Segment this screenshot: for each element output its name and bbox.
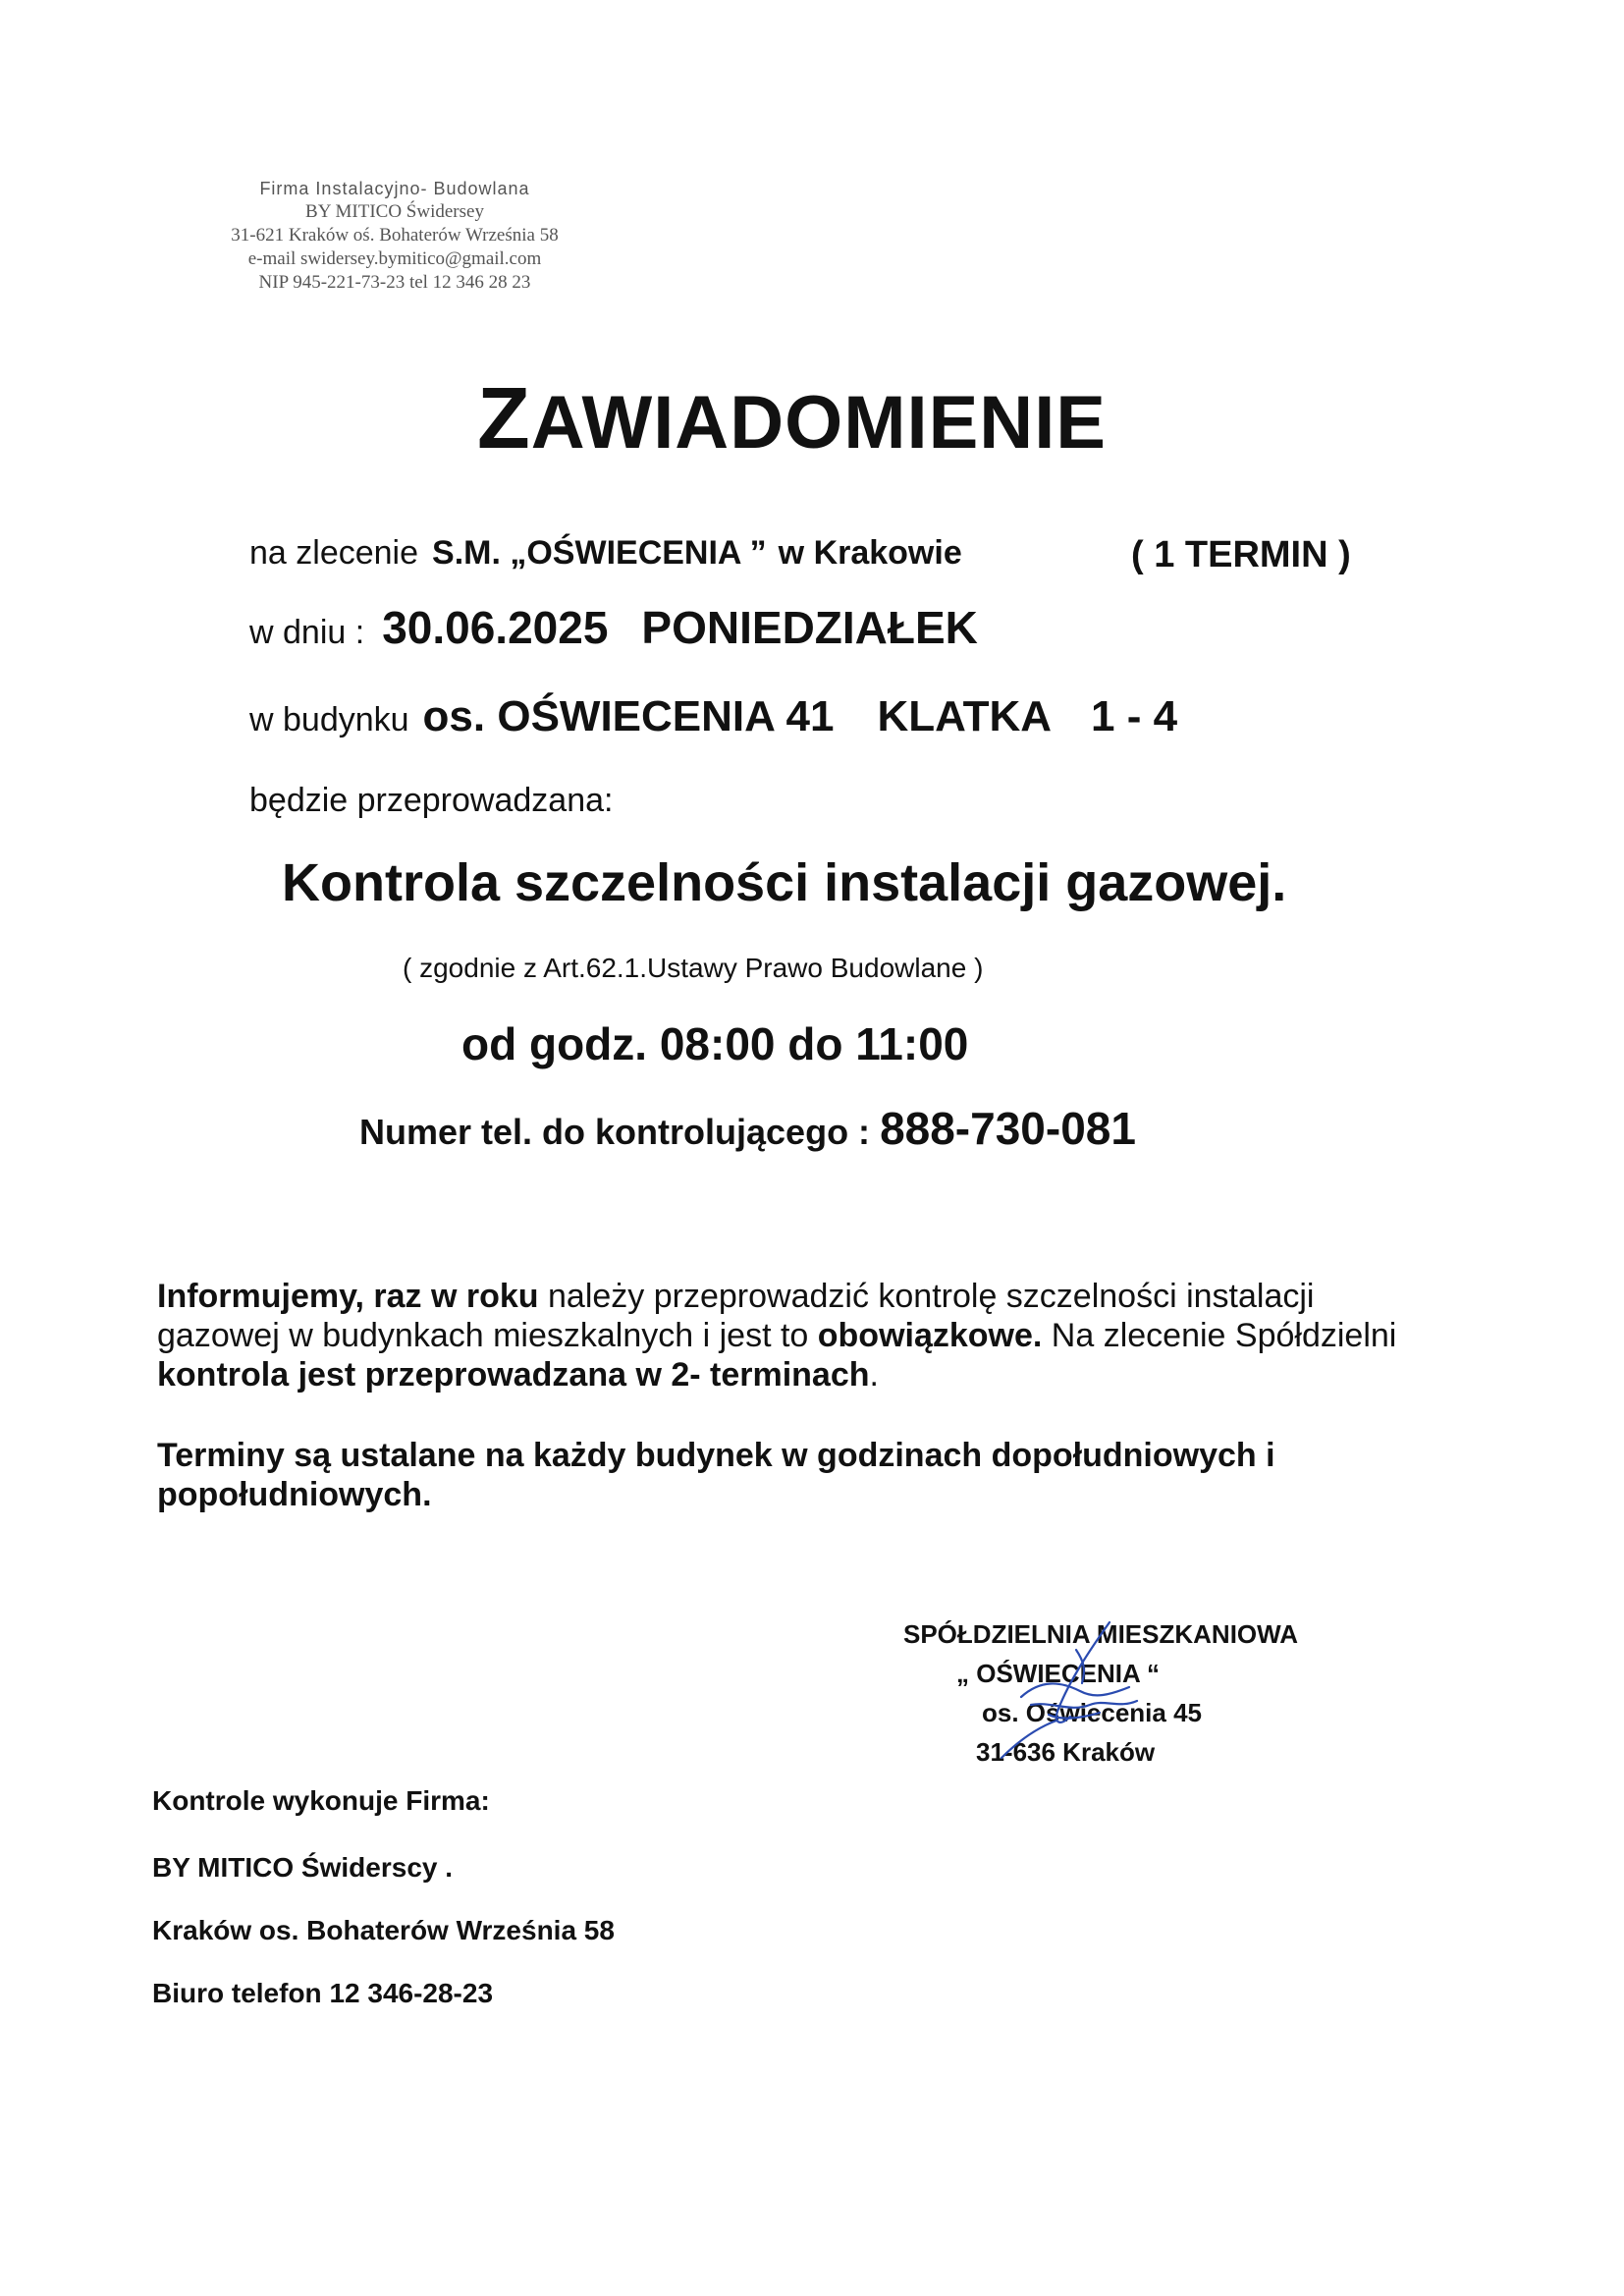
stamp-line-2: BY MITICO Świdersey bbox=[305, 201, 484, 222]
building-label: w budynku bbox=[249, 701, 409, 738]
building-address: os. OŚWIECENIA 41 bbox=[422, 692, 835, 740]
executor-line-1: Kontrole wykonuje Firma: bbox=[152, 1785, 490, 1816]
stamp-line-3: 31-621 Kraków oś. Bohaterów Września 58 bbox=[231, 225, 559, 246]
info-s4: Na zlecenie Spółdzielni bbox=[1042, 1317, 1397, 1354]
info-s6: . bbox=[869, 1356, 879, 1394]
executor-line-4: Biuro telefon 12 346-28-23 bbox=[152, 1978, 494, 2008]
handwritten-signature bbox=[962, 1611, 1218, 1768]
executor-line-2: BY MITICO Świderscy . bbox=[152, 1852, 454, 1883]
company-stamp bbox=[169, 177, 621, 295]
order-label: na zlecenie bbox=[249, 534, 419, 572]
stamp-line-5: NIP 945-221-73-23 tel 12 346 28 23 bbox=[258, 272, 531, 293]
phone-label: Numer tel. do kontrolującego : bbox=[359, 1112, 871, 1152]
phone-number: 888-730-081 bbox=[880, 1103, 1136, 1154]
intro-text: będzie przeprowadzana: bbox=[249, 782, 614, 819]
date-label: w dniu : bbox=[249, 614, 365, 651]
stamp-line-1: Firma Instalacyjno- Budowlana bbox=[259, 179, 530, 198]
info-s5: kontrola jest przeprowadzana w 2- terminach bbox=[157, 1356, 870, 1394]
date-row bbox=[249, 602, 978, 653]
info-s3: obowiązkowe. bbox=[817, 1317, 1043, 1354]
info-s1: Informujemy, raz w roku bbox=[157, 1278, 539, 1315]
info-s2: należy przeprowadzić kontrolę szczelności instalacji gazowej w budynkach mieszkalnych i jest to bbox=[157, 1278, 1315, 1354]
order-row bbox=[249, 534, 1351, 575]
coop-line-4: 31-636 Kraków bbox=[976, 1737, 1156, 1767]
coop-line-1: SPÓŁDZIELNIA MIESZKANIOWA bbox=[903, 1619, 1299, 1649]
stair-value: 1 - 4 bbox=[1091, 692, 1178, 740]
stamp-line-4: e-mail swidersey.bymitico@gmail.com bbox=[247, 248, 542, 269]
inspector-phone-row bbox=[359, 1102, 1136, 1155]
document-title bbox=[477, 369, 1107, 466]
title-rest: AWIADOMIENIE bbox=[530, 381, 1107, 465]
building-row bbox=[249, 692, 1178, 740]
date-value: 30.06.2025 bbox=[382, 602, 609, 653]
info-paragraph bbox=[157, 1277, 1434, 1394]
inspection-hours: od godz. 08:00 do 11:00 bbox=[461, 1018, 969, 1069]
schedule-note: Terminy są ustalane na każdy budynek w godzinach dopołudniowych i popołudniowych. bbox=[157, 1437, 1275, 1513]
title-first-letter: Z bbox=[477, 369, 531, 466]
coop-line-2: „ OŚWIECENIA “ bbox=[956, 1659, 1161, 1688]
coop-line-3: os. Oświecenia 45 bbox=[982, 1698, 1203, 1727]
legal-basis: ( zgodnie z Art.62.1.Ustawy Prawo Budowlane ) bbox=[403, 953, 984, 983]
stair-label: KLATKA bbox=[877, 692, 1053, 740]
order-organization: S.M. „OŚWIECENIA ” bbox=[432, 534, 767, 572]
inspection-subject: Kontrola szczelności instalacji gazowej. bbox=[282, 853, 1287, 912]
executor-line-3: Kraków os. Bohaterów Września 58 bbox=[152, 1915, 615, 1945]
order-city: w Krakowie bbox=[778, 534, 962, 572]
day-of-week: PONIEDZIAŁEK bbox=[641, 602, 978, 653]
term-label: ( 1 TERMIN ) bbox=[1131, 534, 1351, 575]
